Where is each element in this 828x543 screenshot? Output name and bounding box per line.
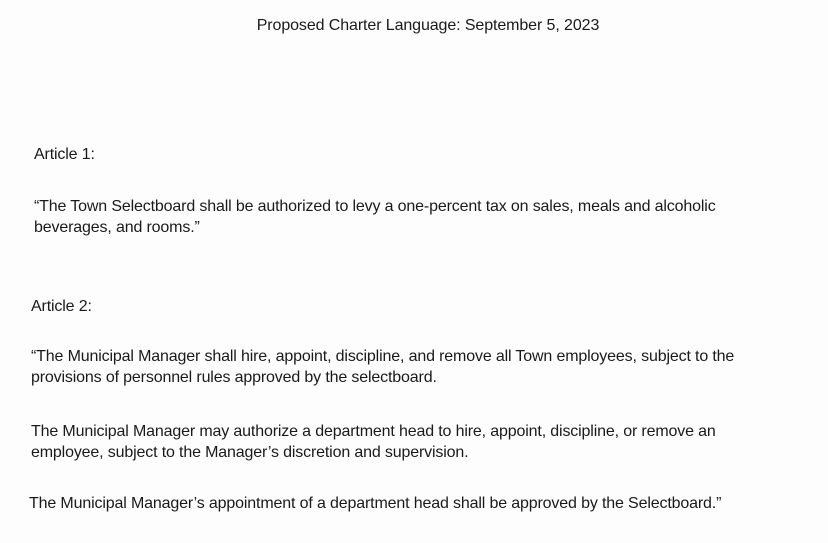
article-2-paragraph-1-line: “The Municipal Manager shall hire, appoint, discipline, and remove all Town employees, subject to the: [31, 348, 735, 365]
article-1-text-line: beverages, and rooms.”: [34, 219, 200, 236]
article-2-heading: Article 2:: [31, 298, 92, 315]
article-2-paragraph-1-line: provisions of personnel rules approved by the selectboard.: [31, 369, 437, 386]
article-2-paragraph-3-line: The Municipal Manager’s appointment of a department head shall be approved by the Selectboard.”: [29, 495, 722, 512]
article-2-paragraph-2-line: employee, subject to the Manager’s discretion and supervision.: [31, 444, 469, 461]
article-1-heading: Article 1:: [34, 146, 95, 163]
article-2-paragraph-2-line: The Municipal Manager may authorize a department head to hire, appoint, discipline, or remove an: [31, 423, 716, 440]
article-1-text-line: “The Town Selectboard shall be authorized to levy a one-percent tax on sales, meals and alcoholic: [34, 198, 716, 215]
page-title: Proposed Charter Language: September 5, 2023: [256, 17, 600, 34]
